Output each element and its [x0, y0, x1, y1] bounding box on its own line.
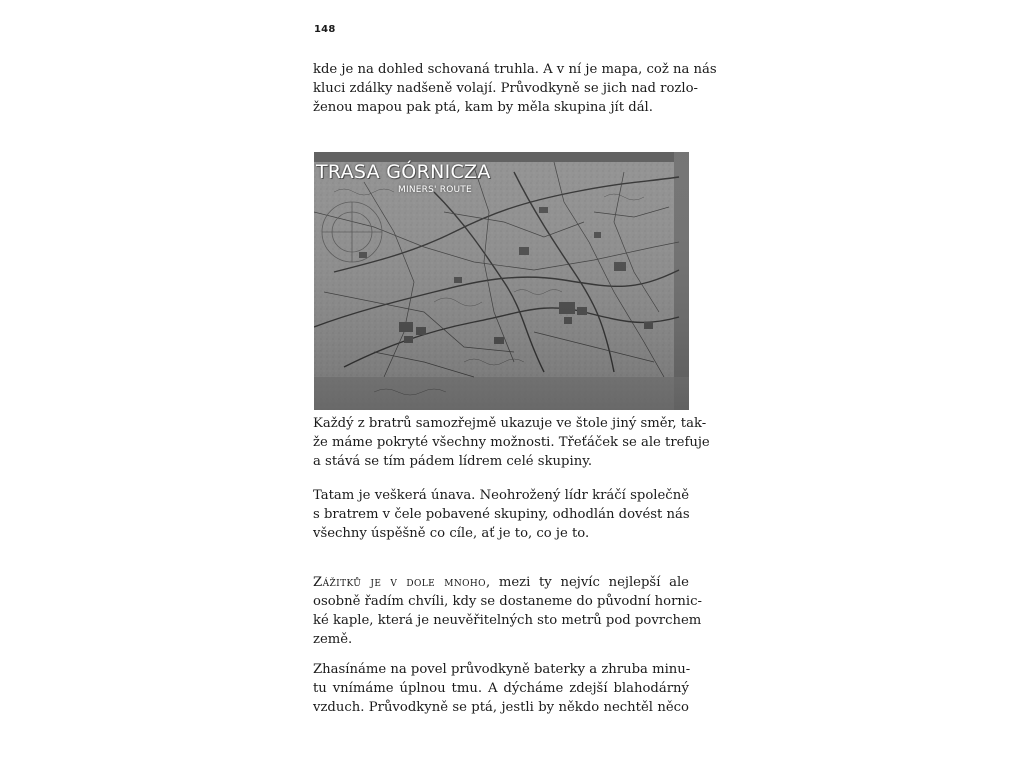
paragraph-4 [313, 573, 702, 649]
map-photo [314, 152, 689, 410]
text-line: a stává se tím pádem lídrem celé skupiny. [313, 454, 593, 469]
paragraph-5 [313, 660, 689, 717]
text-line: Zhasínáme na povel průvodkyně baterky a zhruba minu- [313, 662, 691, 677]
book-page [313, 0, 717, 768]
text-line: tu vnímáme úplnou tmu. A dýcháme zdejší blahodárný [313, 681, 689, 696]
text-line: kde je na dohled schovaná truhla. A v ní je mapa, což na nás [313, 62, 717, 77]
text-line: s bratrem v čele pobavené skupiny, odhodlán dovést nás [313, 507, 690, 522]
map-subtitle: MINERS' ROUTE [398, 185, 472, 195]
map-title: TRASA GÓRNICZA [316, 161, 491, 183]
text-line: země. [313, 632, 353, 647]
text-line: Každý z bratrů samozřejmě ukazuje ve štole jiný směr, tak- [313, 416, 707, 431]
map-shading [314, 152, 689, 410]
text-line: vzduch. Průvodkyně se ptá, jestli by někdo nechtěl něco [313, 700, 689, 715]
paragraph-1 [313, 60, 717, 117]
text-line: že máme pokryté všechny možnosti. Třeťáček se ale trefuje [313, 435, 710, 450]
page-number: 148 [314, 24, 336, 35]
paragraph-3 [313, 486, 689, 543]
text-line-rest: , mezi ty nejvíc nejlepší ale [485, 575, 689, 590]
text-line: ženou mapou pak ptá, kam by měla skupina jít dál. [313, 100, 653, 115]
smallcaps-lead: Zážitků je v dole mnoho [313, 575, 486, 590]
text-line: Tatam je veškerá únava. Neohrožený lídr kráčí společně [313, 488, 689, 503]
text-line: ké kaple, která je neuvěřitelných sto metrů pod povrchem [313, 613, 702, 628]
text-line: kluci zdálky nadšeně volají. Průvodkyně se jich nad rozlo- [313, 81, 698, 96]
text-line: osobně řadím chvíli, kdy se dostaneme do původní hornic- [313, 594, 702, 609]
text-line [313, 573, 689, 592]
paragraph-2 [313, 414, 710, 471]
text-line: všechny úspěšně co cíle, ať je to, co je to. [313, 526, 590, 541]
map-drawing [314, 152, 689, 410]
